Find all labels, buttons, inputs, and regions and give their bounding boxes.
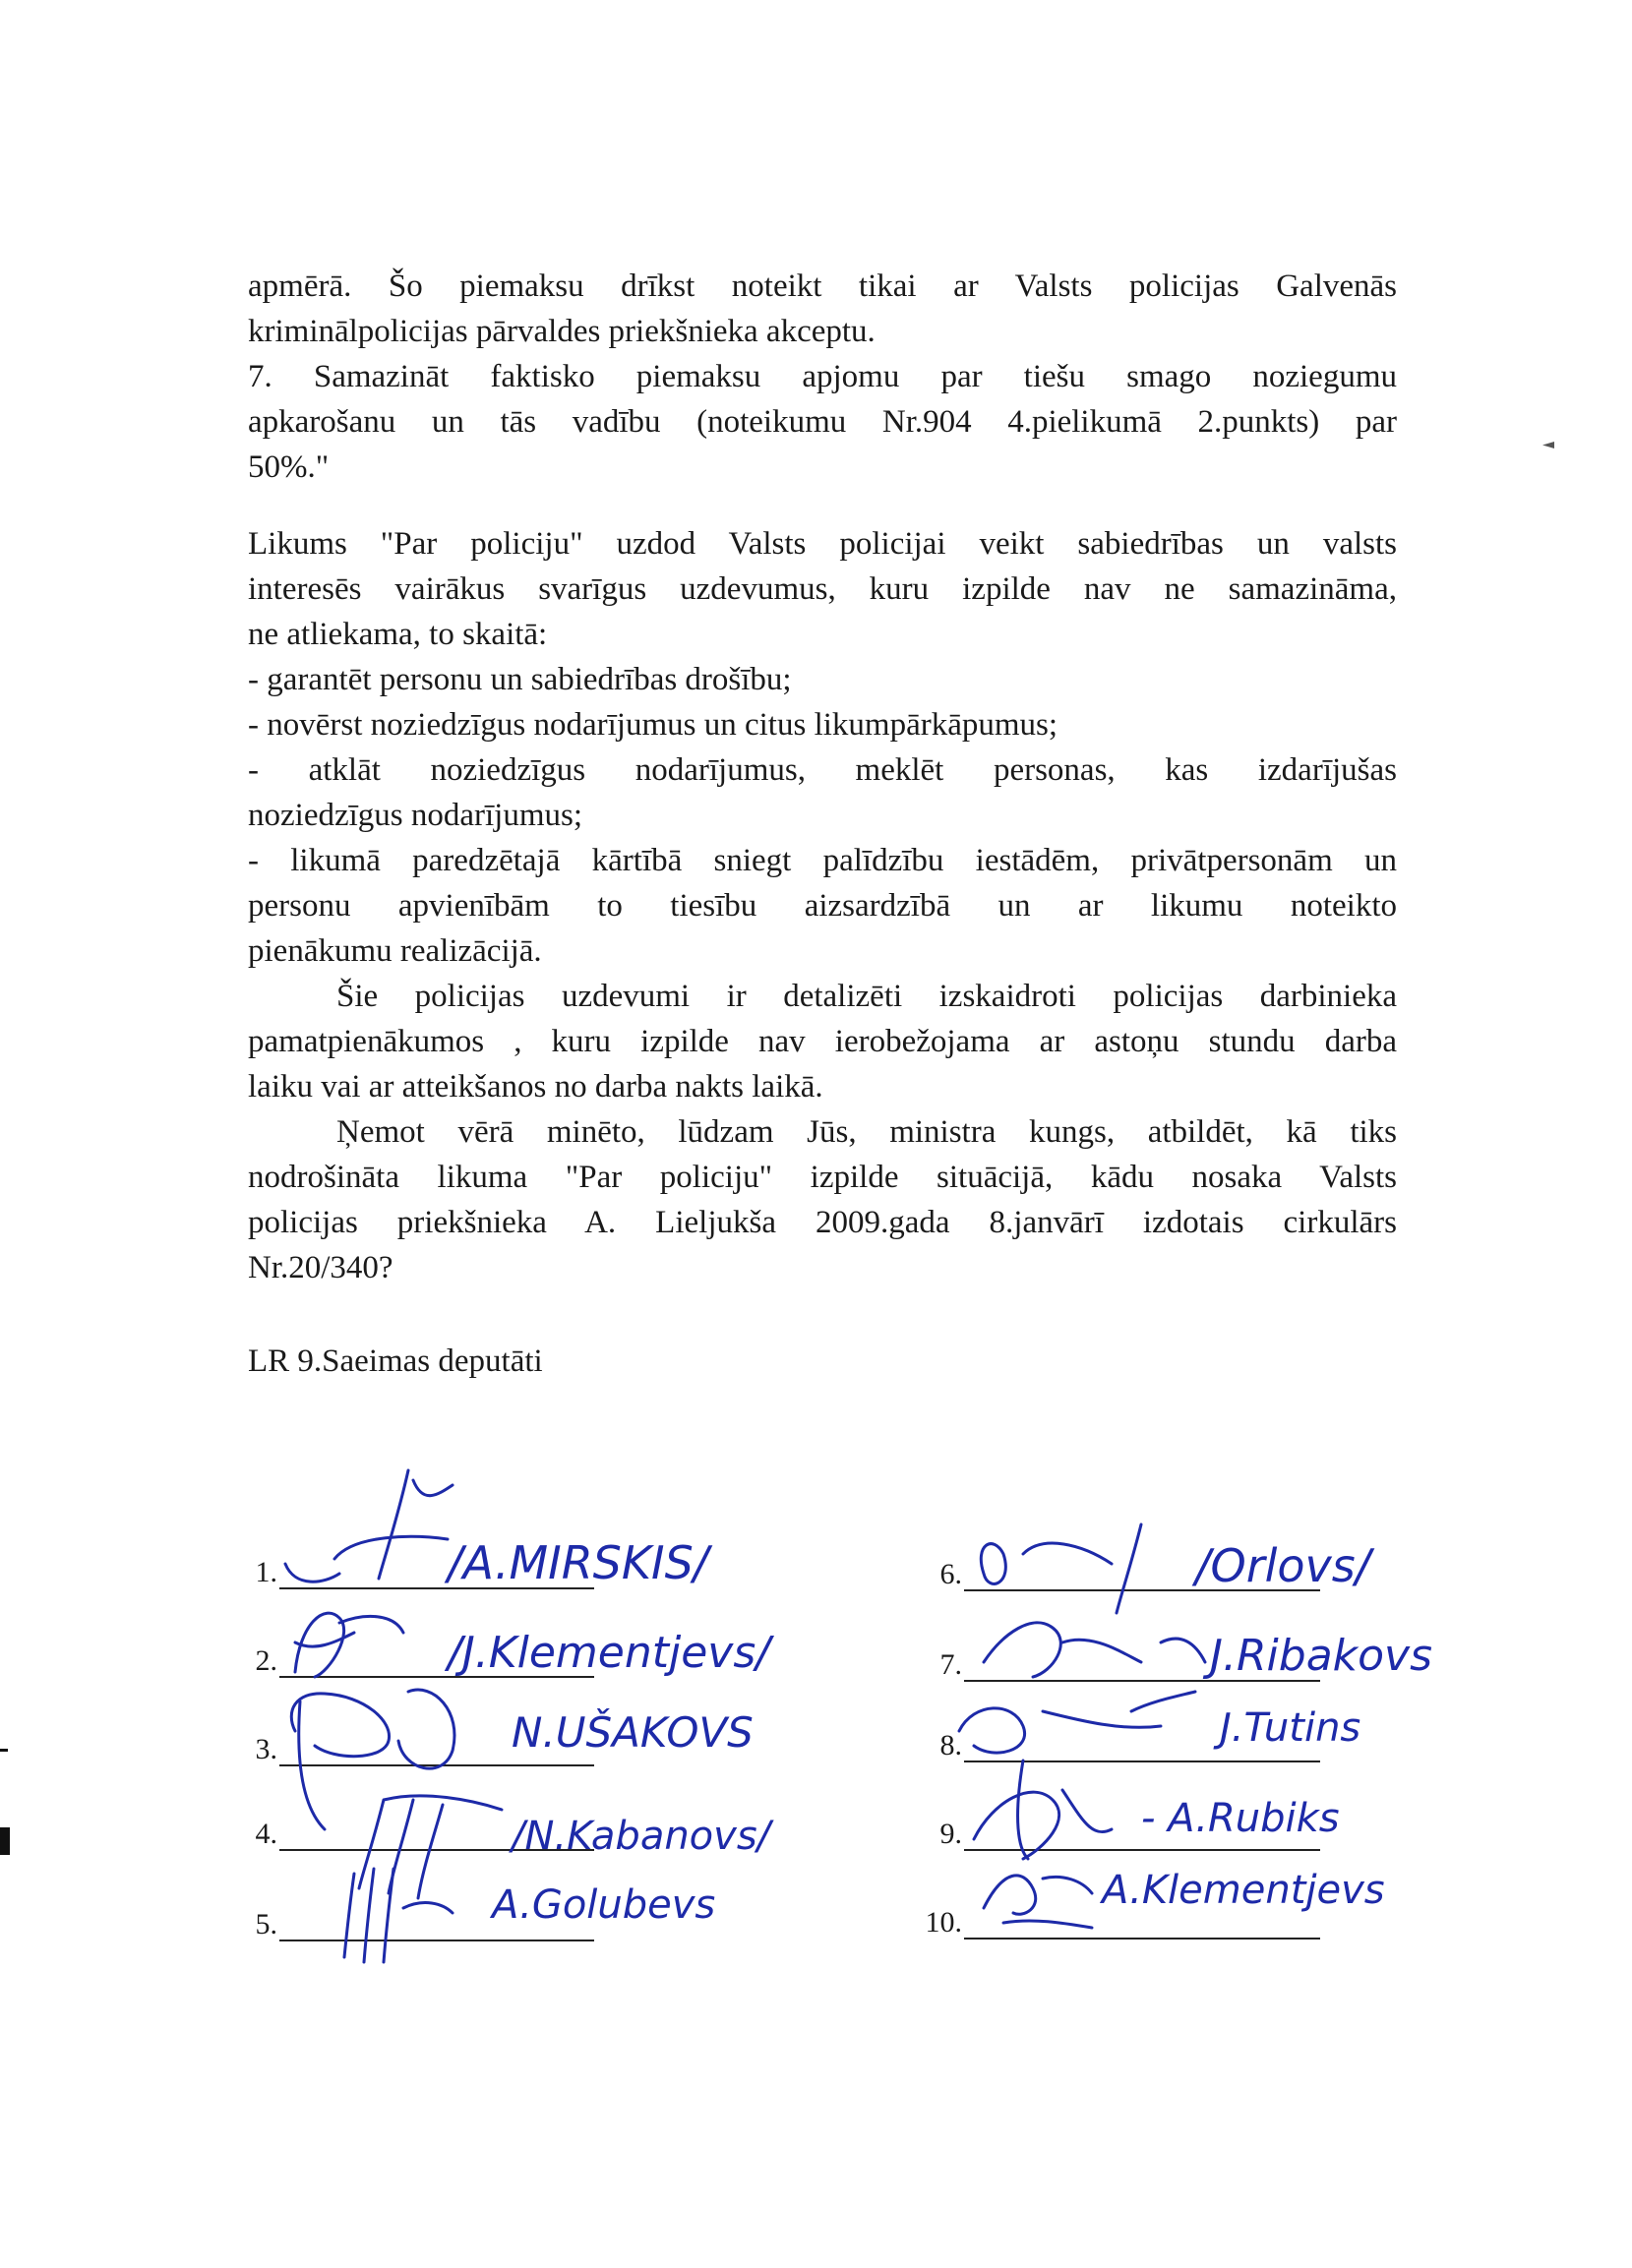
signature-line-4: [242, 1818, 594, 1851]
paragraph-police-law: [248, 521, 1397, 1290]
signature-number: 9.: [939, 1818, 962, 1850]
signature-number: 7.: [939, 1648, 962, 1681]
bullet-item: - garantēt personu un sabiedrības drošību;: [248, 662, 792, 697]
signature-handwriting: A.Golubevs: [492, 1882, 716, 1928]
signature-number: 3.: [255, 1733, 277, 1765]
text-line: Likums "Par policiju" uzdod Valsts policijai veikt sabiedrības un valsts: [248, 526, 1397, 562]
signature-underline: [964, 1650, 1320, 1682]
text-line: apkarošanu un tās vadību (noteikumu Nr.904 4.pielikumā 2.punkts) par: [248, 404, 1397, 440]
signature-line-7: [913, 1648, 1320, 1682]
scan-edge-mark: [0, 1827, 10, 1855]
signature-handwriting: J.Ribakovs: [1210, 1631, 1433, 1681]
signature-handwriting: /A.MIRSKIS/: [448, 1536, 709, 1589]
signature-underline: [279, 1910, 594, 1941]
scan-edge-mark: [0, 1749, 8, 1752]
margin-mark: [1542, 442, 1554, 448]
signature-handwriting: /Orlovs/: [1195, 1539, 1371, 1592]
bullet-item: personu apvienībām to tiesību aizsardzībā un ar likumu noteikto: [248, 888, 1397, 924]
signature-handwriting: - A.Rubiks: [1141, 1796, 1340, 1841]
signature-handwriting: /J.Klementjevs/: [448, 1628, 771, 1678]
bullet-item: - atklāt noziedzīgus nodarījumus, meklēt personas, kas izdarījušas: [248, 752, 1397, 788]
signature-handwriting: /N.Kabanovs/: [512, 1814, 771, 1859]
signature-underline: [279, 1735, 594, 1766]
signature-number: 4.: [255, 1818, 277, 1850]
text-line: Šie policijas uzdevumi ir detalizēti izskaidroti policijas darbinieka: [336, 979, 1397, 1014]
signature-number: 8.: [939, 1729, 962, 1761]
text-line: 50%.": [248, 449, 330, 485]
signatories-label: LR 9.Saeimas deputāti: [248, 1343, 543, 1379]
text-line: interesēs vairākus svarīgus uzdevumus, kuru izpilde nav ne samazināma,: [248, 571, 1397, 607]
text-line: 7. Samazināt faktisko piemaksu apjomu par tiešu smago noziegumu: [248, 359, 1397, 394]
bullet-item: pienākumu realizācijā.: [248, 933, 542, 969]
text-line: ne atliekama, to skaitā:: [248, 617, 548, 652]
signature-underline: [279, 1558, 594, 1589]
signature-line-10: [901, 1906, 1320, 1940]
paragraph-continuation: [248, 264, 1397, 490]
signature-line-1: [242, 1556, 594, 1589]
text-line: Ņemot vērā minēto, lūdzam Jūs, ministra kungs, atbildēt, kā tiks: [336, 1114, 1397, 1150]
signature-number: 1.: [255, 1556, 277, 1588]
text-line: policijas priekšnieka A. Lieljukša 2009.gada 8.janvārī izdotais cirkulārs: [248, 1205, 1397, 1240]
signature-handwriting: J.Tutins: [1220, 1705, 1361, 1751]
signature-number: 2.: [255, 1644, 277, 1677]
signature-handwriting: N.UŠAKOVS: [512, 1708, 754, 1757]
signature-line-5: [242, 1908, 594, 1941]
signature-underline: [964, 1908, 1320, 1940]
signature-number: 5.: [255, 1908, 277, 1940]
text-line: apmērā. Šo piemaksu drīkst noteikt tikai ar Valsts policijas Galvenās: [248, 269, 1397, 304]
bullet-item: noziedzīgus nodarījumus;: [248, 798, 583, 833]
signature-number: 10.: [925, 1906, 962, 1939]
signature-underline: [279, 1646, 594, 1678]
signature-underline: [964, 1820, 1320, 1851]
bullet-item: - novērst noziedzīgus nodarījumus un citus likumpārkāpumus;: [248, 707, 1058, 743]
signature-line-8: [913, 1729, 1320, 1762]
signature-line-3: [242, 1733, 594, 1766]
text-line: laiku vai ar atteikšanos no darba nakts laikā.: [248, 1069, 823, 1104]
signature-number: 6.: [939, 1558, 962, 1590]
signature-handwriting: A.Klementjevs: [1102, 1868, 1385, 1913]
signature-line-9: [913, 1818, 1320, 1851]
text-line: nodrošināta likuma "Par policiju" izpilde situācijā, kādu nosaka Valsts: [248, 1160, 1397, 1195]
text-line: Nr.20/340?: [248, 1250, 393, 1285]
text-line: pamatpienākumos , kuru izpilde nav ierobežojama ar astoņu stundu darba: [248, 1024, 1397, 1059]
bullet-item: - likumā paredzētajā kārtībā sniegt palīdzību iestādēm, privātpersonām un: [248, 843, 1397, 878]
signature-line-2: [242, 1644, 594, 1678]
signature-underline: [964, 1731, 1320, 1762]
signature-line-6: [913, 1558, 1320, 1591]
signature-underline: [964, 1560, 1320, 1591]
text-line: kriminālpolicijas pārvaldes priekšnieka akceptu.: [248, 314, 876, 349]
signature-underline: [279, 1820, 594, 1851]
